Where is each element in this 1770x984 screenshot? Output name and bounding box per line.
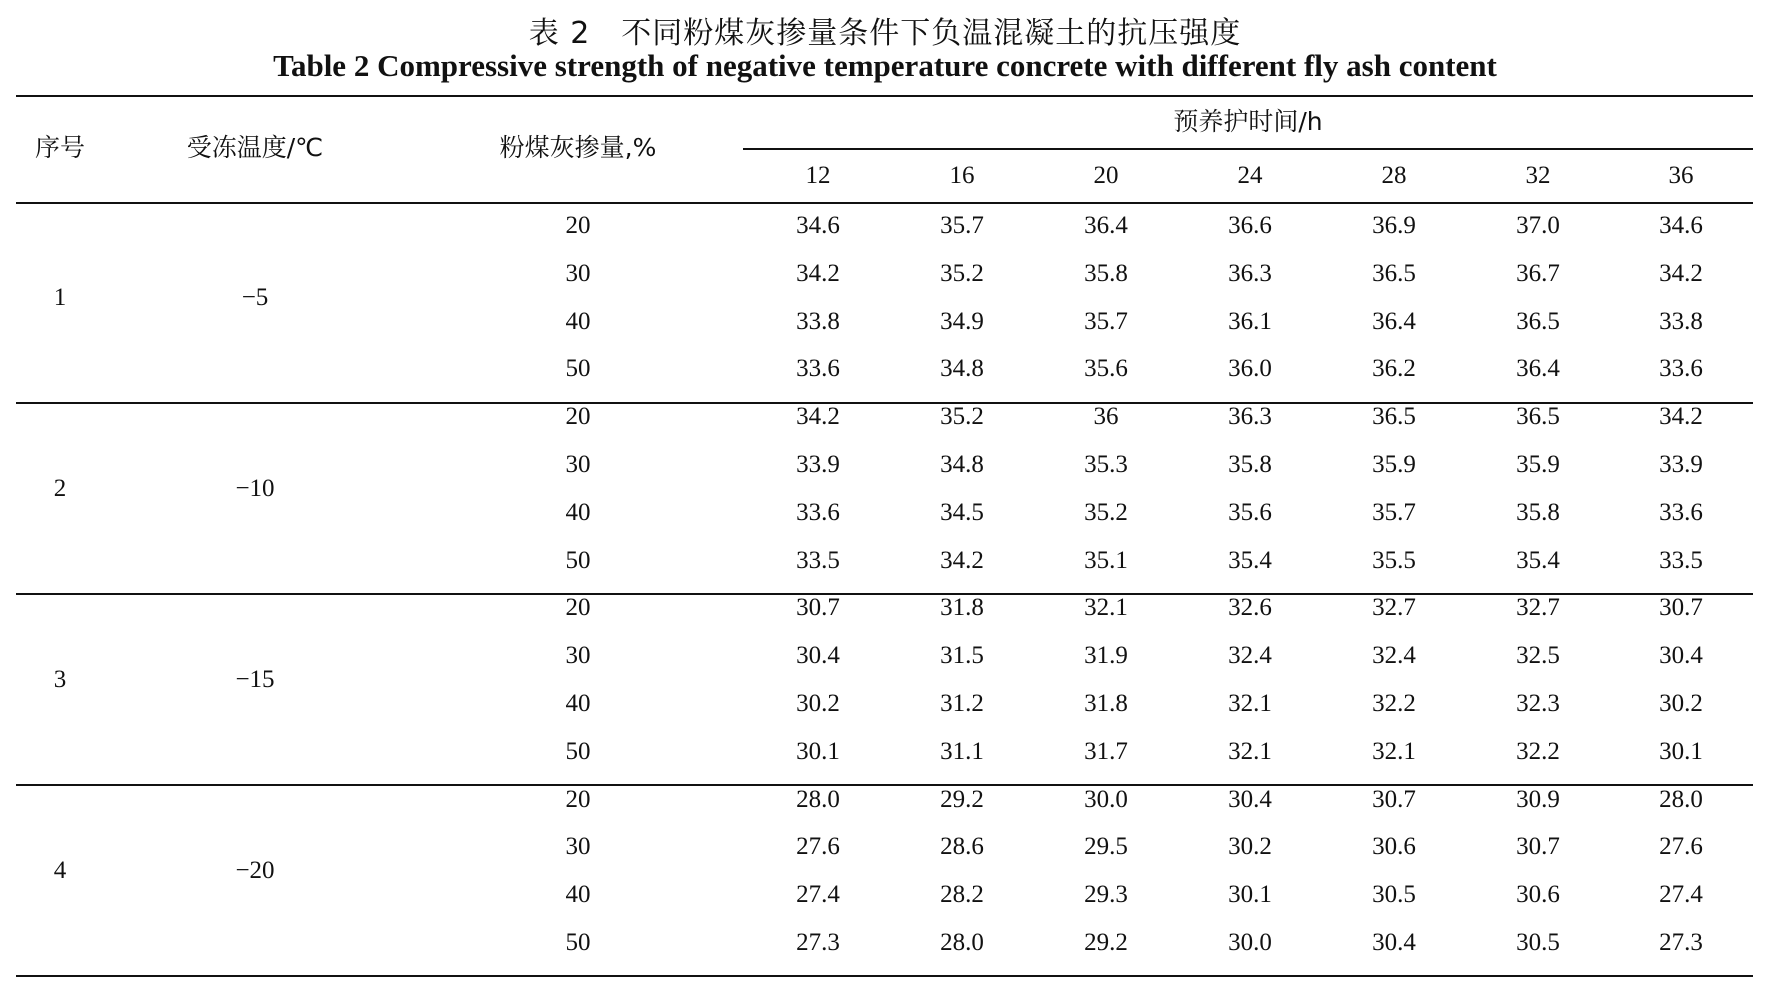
table-caption-zh: 表 2 不同粉煤灰掺量条件下负温混凝土的抗压强度	[528, 16, 1242, 51]
strength-cell: 35.2	[940, 403, 984, 431]
strength-cell: 34.2	[1659, 259, 1703, 287]
strength-cell: 35.8	[1084, 259, 1128, 287]
strength-cell: 34.2	[796, 403, 840, 431]
strength-cell: 30.6	[1372, 833, 1416, 861]
strength-cell: 27.6	[1659, 833, 1703, 861]
header-rule	[16, 202, 1753, 204]
strength-cell: 27.3	[796, 929, 840, 956]
strength-cell: 35.1	[1084, 546, 1128, 574]
fly-ash-cell: 20	[565, 212, 591, 239]
strength-cell: 34.5	[940, 498, 984, 526]
fly-ash-cell: 40	[565, 690, 591, 717]
strength-cell: 34.2	[940, 546, 984, 574]
strength-cell: 36	[1093, 403, 1119, 431]
strength-cell: 35.2	[1084, 498, 1128, 526]
strength-cell: 31.8	[940, 594, 984, 622]
strength-cell: 30.7	[1659, 594, 1703, 622]
strength-cell: 33.9	[1659, 451, 1703, 478]
strength-cell: 32.6	[1228, 594, 1272, 622]
strength-cell: 30.9	[1516, 785, 1560, 813]
fly-ash-cell: 40	[565, 881, 591, 909]
strength-cell: 27.6	[796, 833, 840, 861]
strength-cell: 34.2	[796, 259, 840, 287]
subheader-rule	[743, 148, 1753, 150]
header-index: 序号	[34, 133, 85, 162]
header-hour: 20	[1093, 162, 1119, 189]
strength-cell: 28.2	[940, 881, 984, 909]
group-index: 4	[53, 857, 67, 885]
strength-cell: 35.9	[1516, 451, 1560, 478]
fly-ash-cell: 40	[565, 498, 591, 526]
strength-cell: 35.3	[1084, 451, 1128, 478]
strength-cell: 33.6	[1659, 355, 1703, 383]
strength-cell: 35.6	[1084, 355, 1128, 383]
group-index: 3	[53, 666, 67, 694]
strength-cell: 34.8	[940, 355, 984, 383]
strength-cell: 32.3	[1516, 690, 1560, 717]
strength-cell: 37.0	[1516, 212, 1560, 239]
strength-cell: 28.0	[796, 785, 840, 813]
fly-ash-cell: 30	[565, 259, 591, 287]
strength-cell: 33.5	[796, 546, 840, 574]
group-freeze-temp: −10	[235, 474, 275, 502]
strength-cell: 32.2	[1372, 690, 1416, 717]
strength-cell: 35.9	[1372, 451, 1416, 478]
strength-cell: 36.0	[1228, 355, 1272, 383]
strength-cell: 35.7	[1372, 498, 1416, 526]
strength-cell: 32.2	[1516, 737, 1560, 765]
strength-cell: 33.6	[1659, 498, 1703, 526]
fly-ash-cell: 30	[565, 451, 591, 478]
strength-cell: 30.4	[1228, 785, 1272, 813]
strength-cell: 32.4	[1372, 642, 1416, 670]
strength-cell: 34.6	[796, 212, 840, 239]
strength-cell: 33.5	[1659, 546, 1703, 574]
strength-cell: 33.8	[1659, 307, 1703, 335]
strength-cell: 30.2	[1228, 833, 1272, 861]
strength-cell: 28.6	[940, 833, 984, 861]
strength-cell: 36.5	[1372, 259, 1416, 287]
top-rule	[16, 95, 1753, 97]
strength-cell: 35.4	[1516, 546, 1560, 574]
strength-cell: 27.3	[1659, 929, 1703, 956]
header-hour: 28	[1381, 162, 1407, 189]
strength-cell: 36.5	[1372, 403, 1416, 431]
strength-cell: 32.1	[1228, 737, 1272, 765]
strength-cell: 35.2	[940, 259, 984, 287]
fly-ash-cell: 20	[565, 785, 591, 813]
strength-cell: 35.4	[1228, 546, 1272, 574]
strength-cell: 31.2	[940, 690, 984, 717]
strength-cell: 31.5	[940, 642, 984, 670]
group-freeze-temp: −5	[241, 283, 269, 311]
fly-ash-cell: 50	[565, 546, 591, 574]
strength-cell: 34.2	[1659, 403, 1703, 431]
strength-cell: 32.4	[1228, 642, 1272, 670]
header-hour: 12	[805, 162, 831, 189]
strength-cell: 30.4	[796, 642, 840, 670]
fly-ash-cell: 40	[565, 307, 591, 335]
strength-cell: 30.2	[796, 690, 840, 717]
strength-cell: 36.4	[1372, 307, 1416, 335]
fly-ash-cell: 50	[565, 929, 591, 956]
strength-cell: 30.1	[796, 737, 840, 765]
strength-cell: 34.6	[1659, 212, 1703, 239]
strength-cell: 35.5	[1372, 546, 1416, 574]
strength-cell: 34.9	[940, 307, 984, 335]
strength-cell: 32.1	[1084, 594, 1128, 622]
strength-cell: 36.6	[1228, 212, 1272, 239]
strength-cell: 35.6	[1228, 498, 1272, 526]
strength-cell: 35.7	[940, 212, 984, 239]
strength-cell: 29.3	[1084, 881, 1128, 909]
group-freeze-temp: −15	[235, 666, 275, 694]
strength-cell: 30.7	[796, 594, 840, 622]
strength-cell: 35.8	[1228, 451, 1272, 478]
strength-cell: 30.5	[1516, 929, 1560, 956]
strength-cell: 30.7	[1372, 785, 1416, 813]
strength-cell: 30.0	[1228, 929, 1272, 956]
fly-ash-cell: 20	[565, 403, 591, 431]
strength-cell: 27.4	[796, 881, 840, 909]
strength-cell: 36.7	[1516, 259, 1560, 287]
strength-cell: 35.7	[1084, 307, 1128, 335]
group-index: 2	[53, 474, 67, 502]
strength-cell: 30.7	[1516, 833, 1560, 861]
bottom-rule	[16, 975, 1753, 977]
strength-cell: 32.5	[1516, 642, 1560, 670]
table-caption-en: Table 2 Compressive strength of negative temperature concrete with different fly ash content	[273, 48, 1497, 83]
fly-ash-cell: 20	[565, 594, 591, 622]
strength-cell: 35.8	[1516, 498, 1560, 526]
strength-cell: 33.8	[796, 307, 840, 335]
strength-cell: 36.5	[1516, 307, 1560, 335]
strength-cell: 30.5	[1372, 881, 1416, 909]
strength-cell: 36.4	[1084, 212, 1128, 239]
strength-cell: 32.7	[1372, 594, 1416, 622]
strength-cell: 33.6	[796, 355, 840, 383]
strength-cell: 31.9	[1084, 642, 1128, 670]
strength-cell: 31.8	[1084, 690, 1128, 717]
header-hour: 16	[949, 162, 975, 189]
strength-cell: 28.0	[940, 929, 984, 956]
fly-ash-cell: 30	[565, 833, 591, 861]
strength-cell: 31.7	[1084, 737, 1128, 765]
strength-cell: 29.5	[1084, 833, 1128, 861]
group-index: 1	[53, 283, 67, 311]
strength-cell: 29.2	[940, 785, 984, 813]
strength-cell: 30.4	[1659, 642, 1703, 670]
strength-cell: 36.1	[1228, 307, 1272, 335]
strength-cell: 32.1	[1228, 690, 1272, 717]
strength-cell: 33.6	[796, 498, 840, 526]
strength-cell: 34.8	[940, 451, 984, 478]
strength-cell: 30.4	[1372, 929, 1416, 956]
header-hour: 36	[1668, 162, 1694, 189]
header-hour: 24	[1237, 162, 1263, 189]
strength-cell: 30.0	[1084, 785, 1128, 813]
strength-cell: 36.3	[1228, 403, 1272, 431]
strength-cell: 29.2	[1084, 929, 1128, 956]
strength-cell: 27.4	[1659, 881, 1703, 909]
header-curing-time: 预养护时间/h	[1173, 107, 1323, 136]
fly-ash-cell: 30	[565, 642, 591, 670]
strength-cell: 30.1	[1659, 737, 1703, 765]
strength-cell: 36.3	[1228, 259, 1272, 287]
strength-cell: 36.4	[1516, 355, 1560, 383]
group-freeze-temp: −20	[235, 857, 275, 885]
fly-ash-cell: 50	[565, 737, 591, 765]
strength-cell: 30.2	[1659, 690, 1703, 717]
strength-cell: 31.1	[940, 737, 984, 765]
strength-cell: 33.9	[796, 451, 840, 478]
strength-cell: 32.1	[1372, 737, 1416, 765]
header-freeze-temp: 受冻温度/℃	[186, 133, 324, 162]
strength-cell: 36.2	[1372, 355, 1416, 383]
header-fly-ash: 粉煤灰掺量,%	[499, 133, 657, 162]
strength-cell: 36.5	[1516, 403, 1560, 431]
fly-ash-cell: 50	[565, 355, 591, 383]
strength-cell: 32.7	[1516, 594, 1560, 622]
strength-cell: 28.0	[1659, 785, 1703, 813]
strength-cell: 30.1	[1228, 881, 1272, 909]
strength-cell: 36.9	[1372, 212, 1416, 239]
header-hour: 32	[1525, 162, 1551, 189]
strength-cell: 30.6	[1516, 881, 1560, 909]
